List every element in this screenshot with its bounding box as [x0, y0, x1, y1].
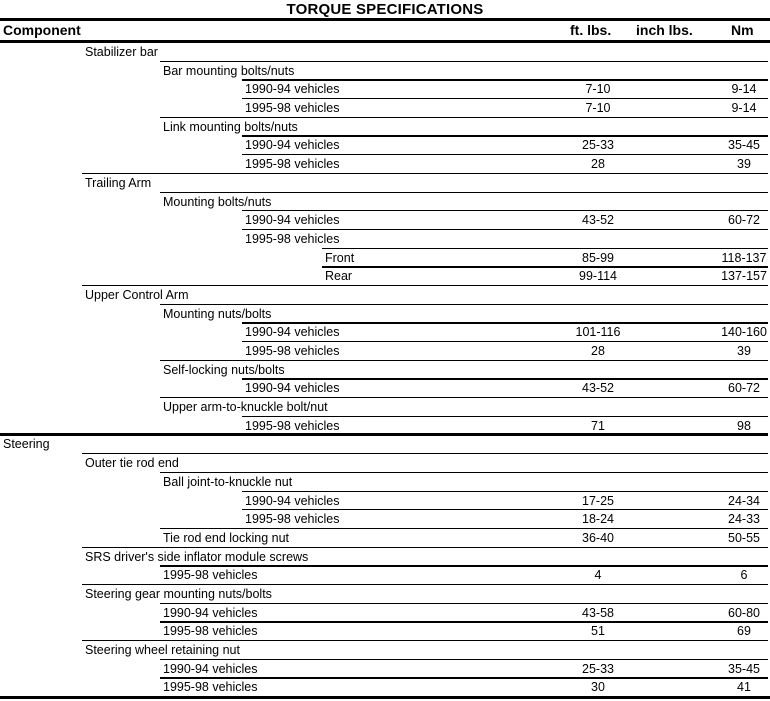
- row-label: 1995-98 vehicles: [163, 624, 258, 639]
- ft-lbs-value: 51: [591, 624, 605, 639]
- table-row: [0, 659, 770, 678]
- row-label: Front: [325, 250, 355, 265]
- table-row: [0, 547, 770, 566]
- table-row: [0, 509, 770, 528]
- row-label: 1995-98 vehicles: [245, 231, 340, 246]
- table-row: [0, 603, 770, 622]
- row-label: Stabilizer bar: [85, 45, 158, 59]
- ft-lbs-value: 18-24: [582, 512, 614, 527]
- table-row: [0, 491, 770, 510]
- nm-value: 24-33: [728, 512, 760, 527]
- nm-value: 60-72: [728, 213, 760, 228]
- table-row: [0, 565, 770, 584]
- ft-lbs-value: 85-99: [582, 250, 614, 265]
- page-title: TORQUE SPECIFICATIONS: [286, 1, 484, 18]
- ft-lbs-value: 36-40: [582, 530, 614, 545]
- table-row: [0, 154, 770, 173]
- row-label: 1990-94 vehicles: [245, 381, 340, 396]
- table-row: [0, 528, 770, 547]
- table-row: [0, 304, 770, 323]
- table-row: [0, 416, 770, 435]
- row-label: Tie rod end locking nut: [163, 530, 290, 545]
- header-nm: Nm: [731, 22, 754, 38]
- row-label: Steering gear mounting nuts/bolts: [85, 586, 272, 601]
- table-row: [0, 135, 770, 154]
- torque-table: [0, 42, 770, 696]
- row-label: 1990-94 vehicles: [163, 605, 258, 620]
- row-label: 1995-98 vehicles: [245, 157, 340, 172]
- table-row: [0, 79, 770, 98]
- row-label: 1990-94 vehicles: [163, 661, 258, 676]
- row-divider: [0, 433, 768, 436]
- row-label: SRS driver's side inflator module screws: [85, 549, 309, 564]
- nm-value: 35-45: [728, 661, 760, 676]
- table-row: [0, 677, 770, 696]
- table-row: [0, 210, 770, 229]
- table-row: [0, 640, 770, 659]
- table-row: [0, 248, 770, 267]
- ft-lbs-value: 28: [591, 344, 605, 358]
- ft-lbs-value: 71: [591, 418, 605, 433]
- table-row: [0, 285, 770, 304]
- row-label: 1990-94 vehicles: [245, 213, 340, 228]
- nm-value: 24-34: [728, 493, 760, 508]
- table-row: [0, 453, 770, 472]
- row-label: Upper arm-to-knuckle bolt/nut: [163, 400, 328, 415]
- header-ft-lbs: ft. lbs.: [570, 22, 612, 38]
- nm-value: 60-72: [728, 381, 760, 396]
- table-row: [0, 434, 770, 453]
- table-row: [0, 192, 770, 211]
- table-row: [0, 61, 770, 80]
- row-label: Outer tie rod end: [85, 456, 179, 471]
- table-row: [0, 117, 770, 136]
- table-row: [0, 42, 770, 61]
- row-label: Mounting bolts/nuts: [163, 194, 272, 209]
- header-inch-lbs: inch lbs.: [636, 22, 693, 38]
- table-row: [0, 621, 770, 640]
- row-label: Upper Control Arm: [85, 287, 189, 302]
- row-label: 1995-98 vehicles: [245, 418, 340, 433]
- row-label: Link mounting bolts/nuts: [163, 119, 298, 134]
- table-row: [0, 266, 770, 285]
- row-label: Steering: [3, 437, 50, 452]
- table-row: [0, 322, 770, 341]
- table-row: [0, 173, 770, 192]
- row-label: 1995-98 vehicles: [163, 568, 258, 583]
- ft-lbs-value: 7-10: [585, 101, 611, 116]
- nm-value: 137-157: [721, 269, 767, 284]
- nm-value: 6: [740, 568, 748, 583]
- nm-value: 118-137: [721, 250, 767, 265]
- row-label: Ball joint-to-knuckle nut: [163, 474, 293, 489]
- row-label: 1990-94 vehicles: [245, 82, 340, 97]
- table-row: [0, 397, 770, 416]
- table-row: [0, 229, 770, 248]
- header-component: Component: [3, 22, 81, 38]
- ft-lbs-value: 30: [591, 680, 605, 695]
- ft-lbs-value: 101-116: [575, 325, 621, 340]
- table-row: [0, 472, 770, 491]
- row-label: 1995-98 vehicles: [245, 344, 340, 358]
- row-divider: [82, 173, 768, 174]
- row-label: 1990-94 vehicles: [245, 493, 340, 508]
- bottom-rule: [0, 696, 770, 699]
- nm-value: 50-55: [728, 530, 760, 545]
- row-label: 1990-94 vehicles: [245, 325, 340, 340]
- row-label: Steering wheel retaining nut: [85, 643, 240, 657]
- row-label: 1995-98 vehicles: [163, 680, 258, 695]
- nm-value: 69: [737, 624, 751, 639]
- nm-value: 60-80: [728, 605, 760, 620]
- ft-lbs-value: 17-25: [582, 493, 614, 508]
- ft-lbs-value: 43-52: [582, 381, 614, 396]
- nm-value: 9-14: [731, 101, 757, 116]
- ft-lbs-value: 25-33: [582, 138, 614, 153]
- row-label: Mounting nuts/bolts: [163, 306, 272, 321]
- ft-lbs-value: 4: [594, 568, 602, 583]
- nm-value: 39: [737, 344, 751, 358]
- ft-lbs-value: 43-52: [582, 213, 614, 228]
- row-label: Self-locking nuts/bolts: [163, 362, 285, 377]
- row-label: 1995-98 vehicles: [245, 512, 340, 527]
- nm-value: 9-14: [731, 82, 757, 97]
- ft-lbs-value: 28: [591, 157, 605, 172]
- nm-value: 98: [737, 418, 751, 433]
- row-label: Rear: [325, 269, 353, 284]
- nm-value: 140-160: [721, 325, 767, 340]
- row-divider: [322, 266, 768, 267]
- row-divider: [82, 42, 768, 43]
- ft-lbs-value: 25-33: [582, 661, 614, 676]
- row-label: 1995-98 vehicles: [245, 101, 340, 116]
- ft-lbs-value: 43-58: [582, 605, 614, 620]
- row-label: Trailing Arm: [85, 175, 152, 190]
- row-divider: [82, 453, 768, 454]
- ft-lbs-value: 7-10: [585, 82, 611, 97]
- ft-lbs-value: 99-114: [579, 269, 617, 284]
- table-row: [0, 584, 770, 603]
- row-label: Bar mounting bolts/nuts: [163, 63, 295, 78]
- table-row: [0, 341, 770, 360]
- row-divider: [322, 248, 768, 249]
- table-row: [0, 98, 770, 117]
- table-row: [0, 378, 770, 397]
- nm-value: 41: [737, 680, 751, 695]
- nm-value: 39: [737, 157, 751, 172]
- row-label: 1990-94 vehicles: [245, 138, 340, 153]
- table-row: [0, 360, 770, 379]
- nm-value: 35-45: [728, 138, 760, 153]
